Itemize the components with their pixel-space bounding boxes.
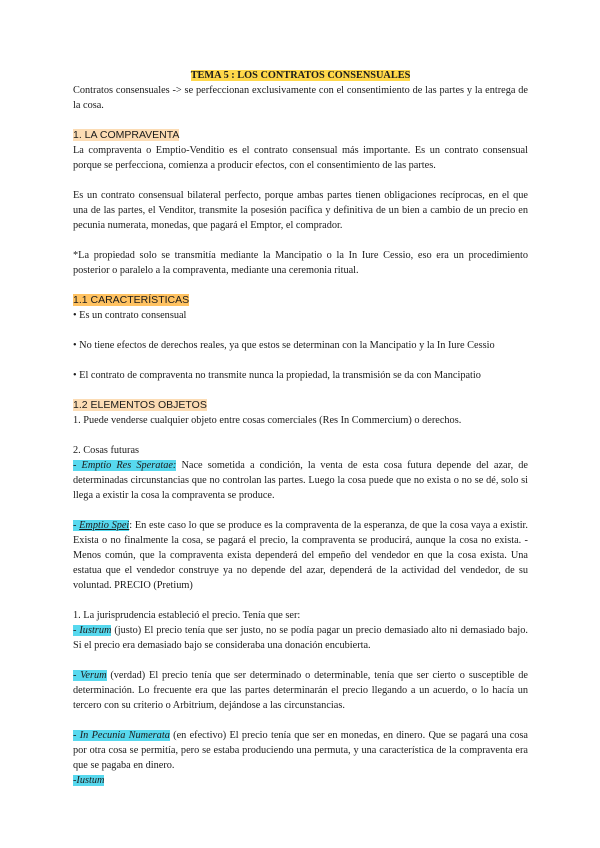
heading-text: 1. LA COMPRAVENTA: [73, 129, 180, 141]
title-text: TEMA 5 : LOS CONTRATOS CONSENSUALES: [190, 70, 411, 81]
term-highlight: - Emptio Res Speratae:: [73, 460, 177, 471]
paragraph: *La propiedad solo se transmitía mediante la Mancipatio o la In Iure Cessio, eso era un procedimiento posterior o paralelo a la compraventa, mediante una ceremonia ritual.: [73, 250, 528, 276]
list-item: • El contrato de compraventa no transmite nunca la propiedad, la transmisión se da con Mancipatio: [73, 370, 481, 381]
paragraph-iustrum: [73, 623, 528, 653]
term-highlight: - In Pecunia Numerata: [73, 730, 170, 741]
list-item: • No tiene efectos de derechos reales, ya que estos se determinan con la Mancipatio y la In Iure Cessio: [73, 340, 495, 351]
section-heading-compraventa: [73, 128, 528, 143]
term-highlight: Emptio Spei: [79, 520, 130, 531]
paragraph-verum: [73, 668, 528, 713]
term-dash: -: [73, 520, 80, 531]
paragraph: 2. Cosas futuras: [73, 445, 140, 456]
paragraph: Es un contrato consensual bilateral perfecto, porque ambas partes tienen obligaciones recíprocas, en el que una de las partes, el Venditor, transmite la posesión pacífica y definitiva de un bien a cambio de un precio en pecunia numerata, monedas, que pagará el Emptor, el comprador.: [73, 190, 528, 231]
term-text: (verdad) El precio tenía que ser determinado o determinable, tenía que ser cierto o susceptible de determinación. Lo frecuente era que las partes determinarán el precio llegando a un acuerdo, o lo hacía un tercero con su criterio o Arbitrium, dejándose a las circunstancias.: [73, 670, 528, 711]
intro-paragraph: Contratos consensuales -> se perfeccionan exclusivamente con el consentimiento de las partes y la entrega de la cosa.: [73, 85, 528, 111]
term-text: Nace sometida a condición, la venta de esta cosa futura depende del azar, de determinadas circunstancias que no controlan las partes. Luego la cosa puede que no exista o no se dé, solo si llega a existir la cosa la compraventa se produce.: [73, 460, 528, 501]
section-heading-elementos: [73, 398, 528, 413]
term-text: (justo) El precio tenía que ser justo, no se podía pagar un precio demasiado alto ni demasiado bajo. Si el precio era demasiado bajo se consideraba una donación encubierta.: [73, 625, 528, 651]
paragraph-iustum: [73, 773, 528, 788]
term-text: (en efectivo) El precio tenía que ser en monedas, en dinero. Que se pagará una cosa por otra cosa se permitía, pero se estaba produciendo una permuta, y una característica de la compraventa era que se pagaba en dinero.: [73, 730, 528, 771]
heading-text: 1.1 CARACTERÍSTICAS: [73, 294, 190, 306]
page-title: [73, 68, 528, 83]
term-highlight: - Verum: [73, 670, 107, 681]
term-highlight: -Iustum: [73, 775, 105, 786]
paragraph: 1. La jurisprudencia estableció el precio. Tenía que ser:: [73, 610, 301, 621]
list-item: • Es un contrato consensual: [73, 310, 187, 321]
paragraph: 1. Puede venderse cualquier objeto entre cosas comerciales (Res In Commercium) o derechos.: [73, 415, 462, 426]
term-text: : En este caso lo que se produce es la compraventa de la esperanza, de que la cosa vaya a existir. Exista o no finalmente la cosa, se pagará el precio, la compraventa se producirá, aunque la cosa no exista. - Menos común, que la compraventa exista dependerá del empeño del vendedor en que la cosa exista. Una estatua que el vendedor construye ya no depende del azar, dependerá de la actividad del vendedor, de su voluntad. PRECIO (Pretium): [73, 520, 528, 591]
paragraph-emptio-spei: [73, 518, 528, 593]
paragraph-emptio-res-speratae: [73, 458, 528, 503]
document-page: [73, 68, 528, 788]
paragraph: La compraventa o Emptio-Venditio es el contrato consensual más importante. Es un contrato consensual porque se perfecciona, comienza a producir efectos, con el consentimiento de las partes.: [73, 145, 528, 171]
paragraph-pecunia-numerata: [73, 728, 528, 773]
heading-text: 1.2 ELEMENTOS OBJETOS: [73, 399, 207, 411]
section-heading-caracteristicas: [73, 293, 528, 308]
term-highlight: - Iustrum: [73, 625, 112, 636]
